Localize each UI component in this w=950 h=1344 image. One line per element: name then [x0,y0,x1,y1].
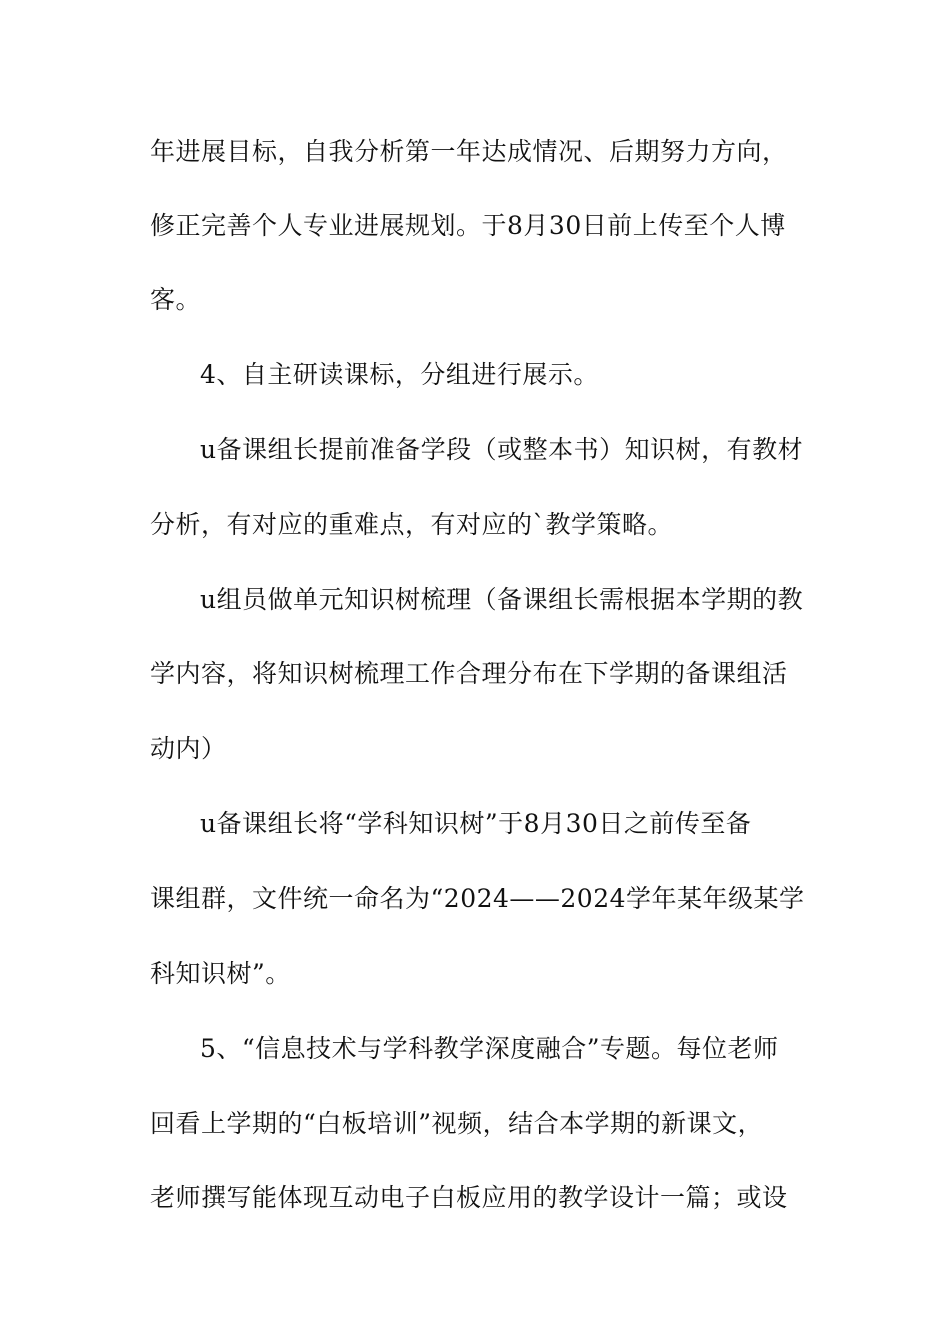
text-line-1: 年进展目标，自我分析第一年达成情况、后期努力方向， [150,137,788,166]
text-line-11: 课组群，文件统一命名为“2024——2024学年某年级某学 [150,884,805,913]
text-line-7: u组员做单元知识树梳理（备课组长需根据本学期的教 [200,585,804,614]
text-line-5: u备课组长提前准备学段（或整本书）知识树，有教材 [200,435,804,464]
text-line-14: 回看上学期的“白板培训”视频，结合本学期的新课文， [150,1109,764,1138]
text-line-2: 修正完善个人专业进展规划。于8月30日前上传至个人博 [150,211,786,240]
text-line-13: 5、“信息技术与学科教学深度融合”专题。每位老师 [200,1034,779,1063]
text-line-6: 分析，有对应的重难点，有对应的`教学策略。 [150,510,674,539]
text-line-9: 动内） [150,734,227,763]
text-line-15: 老师撰写能体现互动电子白板应用的教学设计一篇；或设 [150,1183,788,1212]
text-line-10: u备课组长将“学科知识树”于8月30日之前传至备 [200,809,752,838]
text-line-8: 学内容，将知识树梳理工作合理分布在下学期的备课组活 [150,659,788,688]
text-line-4: 4、自主研读课标，分组进行展示。 [200,360,599,389]
text-line-12: 科知识树”。 [150,959,291,988]
text-line-3: 客。 [150,285,202,314]
